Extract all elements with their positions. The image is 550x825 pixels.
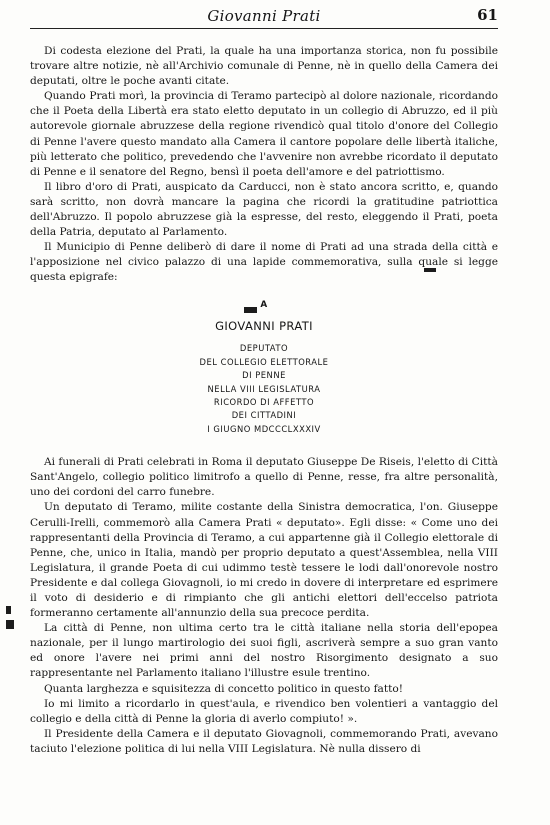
paragraph: Il libro d'oro di Prati, auspicato da Carducci, non è stato ancora scritto, e, quando sarà scritto, non dovrà mancare la pagina che ricordi la gratitudine patriottica dell'Abruzzo. Il popolo abruzzese già la espresse, del resto, eleggendo il Prati, poeta della Patria, deputato al Parlamento. bbox=[30, 180, 498, 239]
ink-blot bbox=[6, 620, 14, 629]
ink-blot bbox=[244, 307, 257, 313]
epigraph-line: DEPUTATO bbox=[239, 343, 289, 354]
epigraph bbox=[30, 299, 498, 437]
paragraph: Di codesta elezione del Prati, la quale ha una importanza storica, non fu possibile trovare altre notizie, nè all'Archivio comunale di Penne, nè in quello della Camera dei deputati, oltre le poche avanti citate. bbox=[30, 45, 498, 88]
paragraph: Quando Prati morì, la provincia di Teramo partecipò al dolore nazionale, ricordando che il Poeta della Libertà era stato eletto deputato in un collegio di Abruzzo, ed il più autorevole giornale abruzzese della regione rivendicò qual titolo d'onore del Collegio di Penne l'avere questo mandato alla Camera il cantore popolare delle libertà italiche, più letterato che politico, prevedendo che l'avvenire non avrebbe ricordato il deputato di Penne e il senatore del Regno, bensì il poeta dell'amore e del patriottismo. bbox=[30, 90, 498, 178]
text-body bbox=[30, 44, 498, 757]
ink-blot bbox=[424, 268, 436, 272]
epigraph-line: I GIUGNO MDCCCLXXXIV bbox=[207, 423, 321, 434]
epigraph-line: DEL COLLEGIO ELETTORALE bbox=[199, 356, 329, 367]
epigraph-name: GIOVANNI PRATI bbox=[215, 318, 313, 333]
page-number: 61 bbox=[477, 6, 498, 24]
paragraph: Un deputato di Teramo, milite costante della Sinistra democratica, l'on. Giuseppe Cerulli-Irelli, commemorò alla Camera Prati « deputato». Egli disse: « Come uno dei rappresentanti della Provincia di Teramo, a cui appartenne già il Collegio elettorale di Penne, che, unico in Italia, mandò per proprio deputato a quest'Assemblea, nella VIII Legislatura, il grande Poeta di cui udimmo testè tessere le lodi dall'onorevole nostro Presidente e dal collega Giovagnoli, io mi credo in dovere di interpretare ed esprimere il voto di desiderio e di rimpianto che gli antichi elettori dell'eccelso patriota formeranno certamente all'annunzio della sua precoce perdita. bbox=[30, 501, 498, 620]
paragraph: Quanta larghezza e squisitezza di concetto politico in questo fatto! bbox=[44, 682, 404, 695]
ink-blot bbox=[6, 606, 11, 614]
paragraph: La città di Penne, non ultima certo tra le città italiane nella storia dell'epopea nazionale, per il lungo martirologio dei suoi figli, ascriverà sempre a suo gran vanto ed onore l'avere nei primi anni del nostro Risorgimento designato a suo rappresentante nel Parlamento italiano l'illustre esule trentino. bbox=[30, 622, 498, 680]
epigraph-line: RICORDO DI AFFETTO bbox=[213, 396, 315, 407]
paragraph: Io mi limito a ricordarlo in quest'aula, e rivendico ben volentieri a vantaggio del collegio e della città di Penne la gloria di averlo compiuto! ». bbox=[30, 697, 498, 725]
epigraph-dedication: A bbox=[260, 299, 268, 310]
epigraph-line: DI PENNE bbox=[242, 370, 286, 381]
paragraph: Il Presidente della Camera e il deputato Giovagnoli, commemorando Prati, avevano taciuto l'elezione politica di lui nella VIII Legislatura. Nè nulla dissero di bbox=[30, 727, 498, 755]
paragraph: Il Municipio di Penne deliberò di dare il nome di Prati ad una strada della città e l'apposizione nel civico palazzo di una lapide commemorativa, sulla quale si legge questa epigrafe: bbox=[30, 241, 498, 284]
page-header bbox=[30, 6, 498, 29]
paragraph: Ai funerali di Prati celebrati in Roma il deputato Giuseppe De Riseis, l'eletto di Città Sant'Angelo, collegio politico limitrofo a quello di Penne, resse, fra altre personalità, uno dei cordoni del carro funebre. bbox=[30, 456, 498, 499]
running-title: Giovanni Prati bbox=[207, 7, 321, 25]
epigraph-line: DEI CITTADINI bbox=[231, 410, 297, 421]
epigraph-line: NELLA VIII LEGISLATURA bbox=[207, 383, 321, 394]
